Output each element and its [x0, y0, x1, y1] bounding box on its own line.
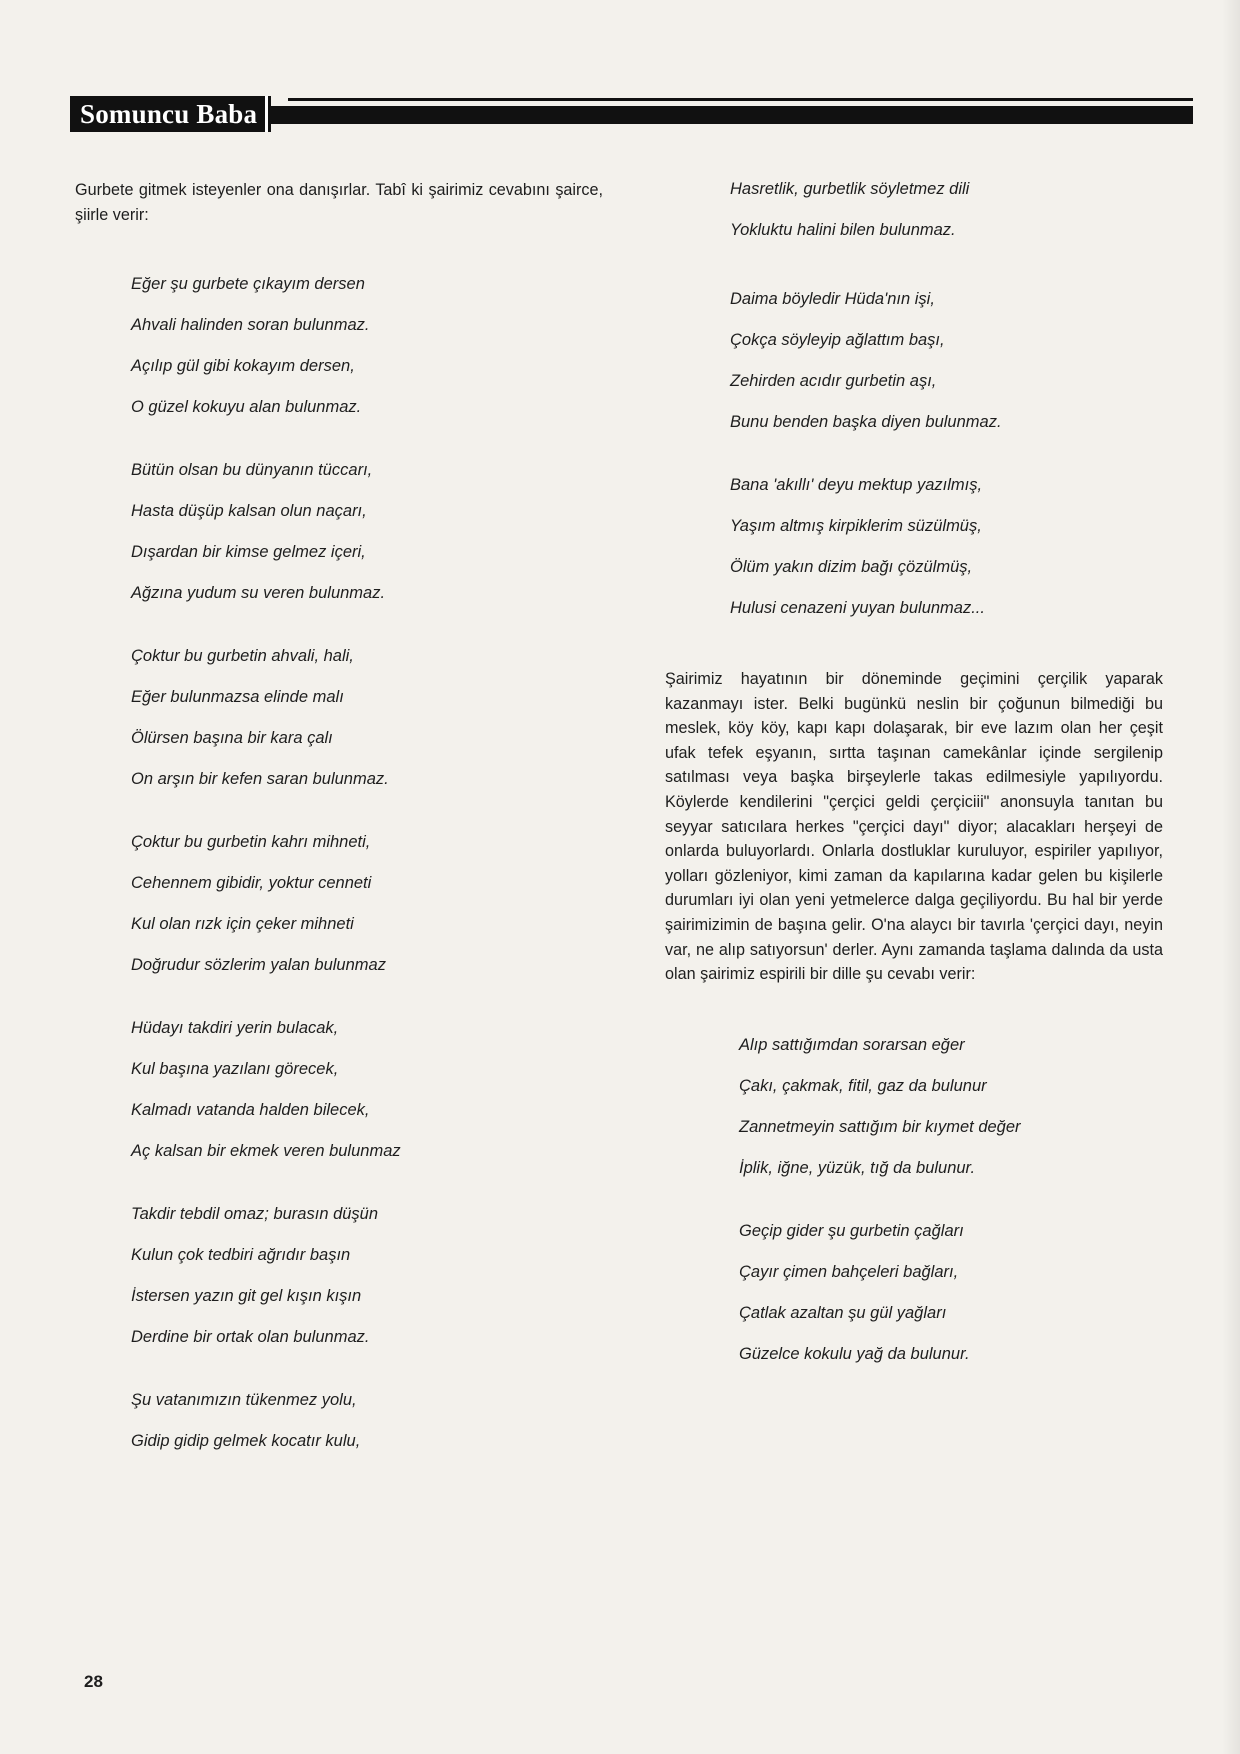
poem-line: Ahvali halinden soran bulunmaz. — [131, 316, 370, 334]
left-column — [75, 178, 603, 1462]
poem-line: Ölürsen başına bir kara çalı — [131, 729, 333, 747]
poem-line: Bunu benden başka diyen bulunmaz. — [730, 413, 1002, 431]
poem-line: Şu vatanımızın tükenmez yolu, — [131, 1391, 357, 1409]
poem-stanza — [739, 1211, 1165, 1375]
poem-line: Güzelce kokulu yağ da bulunur. — [739, 1344, 970, 1363]
poem-line: Hüdayı takdiri yerin bulacak, — [131, 1019, 339, 1037]
poem-line: Takdir tebdil omaz; burasın düşün — [131, 1205, 379, 1223]
poem-line: Bütün olsan bu dünyanın tüccarı, — [131, 461, 373, 479]
poem-line: İplik, iğne, yüzük, tığ da bulunur. — [739, 1158, 976, 1177]
poem-line: Aç kalsan bir ekmek veren bulunmaz — [131, 1142, 401, 1160]
poem-line: Derdine bir ortak olan bulunmaz. — [131, 1328, 370, 1346]
poem-line: Çoktur bu gurbetin ahvali, hali, — [131, 647, 354, 665]
poem-line: Kalmadı vatanda halden bilecek, — [131, 1101, 370, 1119]
page-number: 28 — [84, 1672, 103, 1691]
poem-line: Doğrudur sözlerim yalan bulunmaz — [131, 956, 386, 974]
poem-stanza — [131, 1380, 603, 1462]
poem-line: Ölüm yakın dizim bağı çözülmüş, — [730, 558, 973, 576]
intro-paragraph: Gurbete gitmek isteyenler ona danışırlar. Tabî ki şairimiz cevabını şairce, şiirle verir: — [75, 181, 603, 224]
poem-line: Eğer şu gurbete çıkayım dersen — [131, 275, 365, 293]
poem-stanza — [131, 636, 603, 800]
poem-stanza — [730, 279, 1165, 443]
poem-line: On arşın bir kefen saran bulunmaz. — [131, 770, 389, 788]
section-title: Somuncu Baba — [70, 96, 268, 132]
right-column — [665, 169, 1165, 1375]
poem-line: Bana 'akıllı' deyu mektup yazılmış, — [730, 476, 983, 494]
poem-line: Çokça söyleyip ağlattım başı, — [730, 331, 945, 349]
poem-line: Çatlak azaltan şu gül yağları — [739, 1303, 947, 1322]
poem-line: Ağzına yudum su veren bulunmaz. — [131, 584, 386, 602]
poem-line: Kul başına yazılanı görecek, — [131, 1060, 339, 1078]
poem-line: Kul olan rızk için çeker mihneti — [131, 915, 354, 933]
page-edge-shadow — [1222, 0, 1240, 1754]
poem-stanza — [131, 1194, 603, 1358]
poem-line: Zehirden acıdır gurbetin aşı, — [730, 372, 937, 390]
poem-stanza — [131, 822, 603, 986]
poem-stanza — [131, 264, 603, 428]
poem-line: Zannetmeyin sattığım bir kıymet değer — [739, 1117, 1021, 1136]
header-thin-rule — [288, 98, 1193, 101]
poem-line: Çoktur bu gurbetin kahrı mihneti, — [131, 833, 371, 851]
poem-line: Kulun çok tedbiri ağrıdır başın — [131, 1246, 351, 1264]
poem-line: Eğer bulunmazsa elinde malı — [131, 688, 344, 706]
poem-line: Cehennem gibidir, yoktur cenneti — [131, 874, 372, 892]
poem-line: O güzel kokuyu alan bulunmaz. — [131, 398, 362, 416]
poem-line: Yokluktu halini bilen bulunmaz. — [730, 221, 956, 239]
poem-line: Yaşım altmış kirpiklerim süzülmüş, — [730, 517, 982, 535]
poem-stanza — [739, 1025, 1165, 1189]
poem-line: Hasretlik, gurbetlik söyletmez dili — [730, 180, 970, 198]
poem-stanza — [131, 1008, 603, 1172]
body-paragraph: Şairimiz hayatının bir döneminde geçimini çerçilik yaparak kazanmayı ister. Belki bugünkü neslin bir çoğunun bilmediği bu meslek, köy köy, kapı kapı dolaşarak, bir eve lazım olan her çeşit ufak tefek eşyanın, sırtta taşınan camekânlar içinde sergilenip satılması veya başka birşeylerle takas edilmesiyle yapılıyordu. Köylerde kendilerini "çerçici geldi çerçiciii" anonsuyla tanıtan bu seyyar satıcılara herkes "çerçici dayı" diyor; alacakları herşeyi de onlarda buluyorlardı. Onlarla dostluklar kuruluyor, espiriler yapılıyor, yolları gözleniyor, kimi zaman da kapılarına kadar gelen bu kişilerle durumları iyi olan yeni yetmelerce dalga geçiliyordu. Bu hal bir yerde şairimizimin de başına gelir. O'na alaycı bir tavırla 'çerçici dayı, neyin var, ne alıp satıyorsun' derler. Aynı zamanda taşlama dalında da usta olan şairimiz espirili bir dille şu cevabı verir: — [665, 670, 1163, 984]
poem-line: Dışardan bir kimse gelmez içeri, — [131, 543, 366, 561]
poem-line: Hasta düşüp kalsan olun naçarı, — [131, 502, 367, 520]
poem-stanza — [730, 465, 1165, 629]
poem-line: Alıp sattığımdan sorarsan eğer — [739, 1035, 965, 1054]
poem-line: Çayır çimen bahçeleri bağları, — [739, 1262, 959, 1281]
poem-line: Gidip gidip gelmek kocatır kulu, — [131, 1432, 361, 1450]
poem-stanza — [131, 450, 603, 614]
poem-line: Hulusi cenazeni yuyan bulunmaz... — [730, 599, 985, 617]
poem-line: Çakı, çakmak, fitil, gaz da bulunur — [739, 1076, 987, 1095]
poem-line: Açılıp gül gibi kokayım dersen, — [131, 357, 355, 375]
poem-line: İstersen yazın git gel kışın kışın — [131, 1287, 362, 1305]
poem-line: Geçip gider şu gurbetin çağları — [739, 1221, 964, 1240]
poem-line: Daima böyledir Hüda'nın işi, — [730, 290, 935, 308]
poem-stanza — [730, 169, 1165, 251]
section-header — [70, 96, 1193, 134]
